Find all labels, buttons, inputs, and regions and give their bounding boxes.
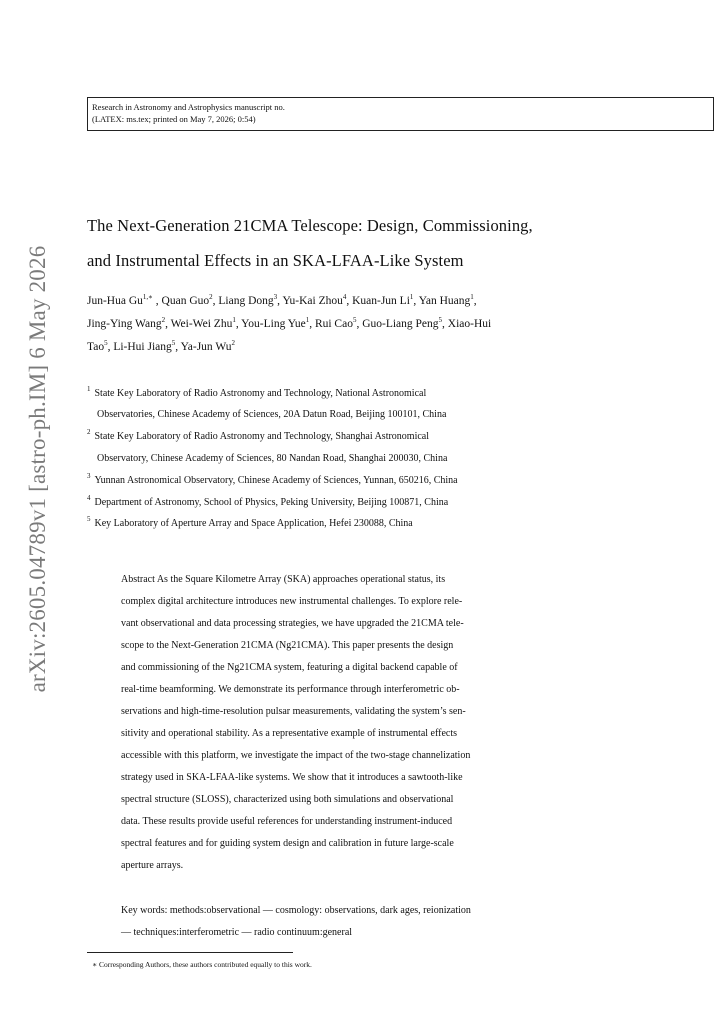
author-sup: 5 [104,339,108,347]
affiliation-number: 3 [87,472,91,480]
abstract-line: spectral features and for guiding system design and calibration in future large-scale [121,838,454,849]
arxiv-side-stamp: arXiv:2605.04789v1 [astro-ph.IM] 6 May 2026 [25,245,50,693]
author-sup: 5 [438,316,443,324]
author-sup: 2 [231,339,235,347]
author-name: , Liang Dong [212,295,274,307]
author-sup: 1,∗ [142,293,153,301]
author-name: Jun-Hua Gu [87,295,143,307]
keywords-line-1: Key words: methods:observational — cosmology: observations, dark ages, reionization [121,905,471,916]
affiliation-2 [87,428,430,442]
authors-line-2 [87,318,491,330]
affiliation-1 [87,385,427,399]
author-sup: 1 [470,293,474,301]
abstract-line: and commissioning of the Ng21CMA system, featuring a digital backend capable of [121,662,458,673]
affiliation-text: State Key Laboratory of Radio Astronomy and Technology, National Astronomical [94,388,427,399]
author-name: , Li-Hui Jiang [107,341,172,353]
affiliation-text: Yunnan Astronomical Observatory, Chinese Academy of Sciences, Yunnan, 650216, China [94,475,458,486]
abstract-line: real-time beamforming. We demonstrate its performance through interferometric ob- [121,684,460,695]
abstract-line: scope to the Next-Generation 21CMA (Ng21CMA). This paper presents the design [121,640,454,651]
keywords-line-2: — techniques:interferometric — radio continuum:general [121,927,353,938]
author-sup: 3 [273,293,278,301]
header-line-2: (LATEX: ms.tex; printed on May 7, 2026; 0:54) [92,114,256,124]
abstract-line: servations and high-time-resolution pulsar measurements, validating the system’s sen- [121,706,466,717]
manuscript-header-box [87,97,714,131]
author-name: , Wei-Wei Zhu [165,318,233,330]
header-line-1: Research in Astronomy and Astrophysics manuscript no. [92,102,285,112]
affiliation-number: 1 [87,385,91,393]
affiliation-1-cont: Observatories, Chinese Academy of Sciences, 20A Datun Road, Beijing 100101, China [97,409,447,420]
abstract-line: Abstract As the Square Kilometre Array (SKA) approaches operational status, its [121,574,446,585]
footnote: ∗ Corresponding Authors, these authors contributed equally to this work. [92,960,312,969]
footnote-rule [87,952,293,953]
author-name: , Kuan-Jun Li [346,295,410,307]
affiliation-2-cont: Observatory, Chinese Academy of Sciences, 80 Nandan Road, Shanghai 200030, China [97,453,448,464]
affiliation-4 [87,494,449,508]
abstract-line: aperture arrays. [121,860,184,871]
author-name: Tao [87,341,105,353]
abstract-line: vant observational and data processing strategies, we have upgraded the 21CMA tele- [121,618,464,629]
author-name: , [473,295,477,307]
title-line-1: The Next-Generation 21CMA Telescope: Design, Commissioning, [87,216,533,235]
author-sup: 4 [342,293,347,301]
author-sup: 5 [352,316,357,324]
abstract-line: accessible with this platform, we investigate the impact of the two-stage channelization [121,750,471,761]
author-name: , Ya-Jun Wu [175,341,232,353]
affiliation-text: State Key Laboratory of Radio Astronomy and Technology, Shanghai Astronomical [94,431,430,442]
authors-line-1 [87,295,477,307]
affiliation-text: Key Laboratory of Aperture Array and Space Application, Hefei 230088, China [94,518,413,529]
abstract-line: strategy used in SKA-LFAA-like systems. We show that it introduces a sawtooth-like [121,772,463,783]
affiliation-3 [87,472,458,486]
abstract-line: data. These results provide useful references for understanding instrument-induced [121,816,453,827]
author-name: Jing-Ying Wang [87,318,162,330]
author-sup: 2 [209,293,213,301]
author-name: , Rui Cao [309,318,353,330]
affiliation-text: Department of Astronomy, School of Physics, Peking University, Beijing 100871, China [94,497,449,508]
author-sup: 1 [409,293,414,301]
author-sup: 1 [232,316,236,324]
author-name: , Xiao-Hui [442,318,492,330]
author-name: , Yu-Kai Zhou [277,295,343,307]
abstract-line: complex digital architecture introduces new instrumental challenges. To explore rele- [121,596,463,607]
affiliation-number: 2 [87,428,91,436]
author-name: , You-Ling Yue [235,318,306,330]
affiliation-number: 4 [87,494,91,502]
affiliation-5 [87,515,413,529]
abstract-line: spectral structure (SLOSS), characterized using both simulations and observational [121,794,454,805]
author-name: , Yan Huang [413,295,471,307]
author-name: , Quan Guo [152,295,210,307]
author-sup: 5 [171,339,176,347]
affiliation-number: 5 [87,515,91,523]
author-name: , Guo-Liang Peng [356,318,439,330]
author-sup: 1 [305,316,310,324]
author-sup: 2 [161,316,166,324]
title-line-2: and Instrumental Effects in an SKA-LFAA-Like System [87,251,464,270]
abstract-line: sitivity and operational stability. As a representative example of instrumental effects [121,728,458,739]
authors-line-3 [87,341,235,353]
